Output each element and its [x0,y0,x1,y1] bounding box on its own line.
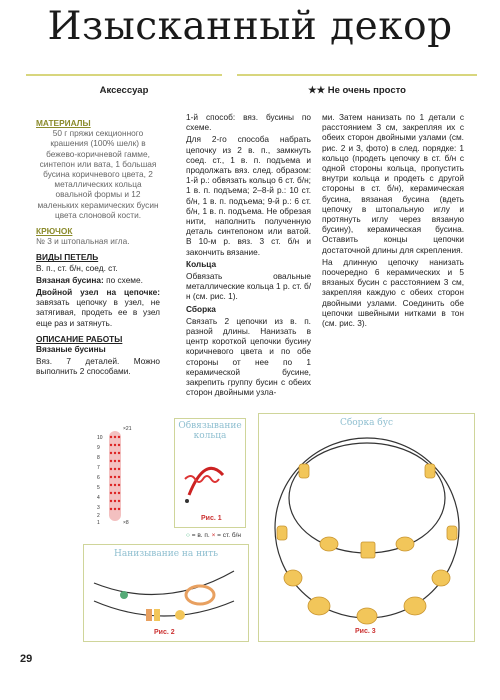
stringing-illustration [84,561,248,631]
knit-bead-line [36,275,160,285]
column-2 [186,112,311,399]
necklace-illustration [259,428,474,628]
page-number: 29 [20,653,33,665]
assembly-continued-text: ми. Затем нанизать по 1 детали с расстоянием 3 см, закрепляя их с обеих сторон двойными узлами (см. рис. 2 и 3, фото) в след. порядке: 1 кольцо (продеть цепочку в ст. б/н с одной стороны кольца, пропустить внутри кольца и продеть с другой стороны в ст. б/н), керамическая бусина, вязаная бусина (вдеть цепочку в штопальную иглу и протянуть иглу через вязаную бусину), керамическая бусина. Оставить концы цепочки достаточной длины для скрепления. [322,112,464,255]
figure-3 [258,413,475,642]
materials-text: 50 г пряжи секционного крашения (100% шелк) в бежево-коричневой гамме, синтепон или вата, 1 большая бусина коричневого цвета, 2 металлических кольца овальной формы и 12 маленьких керамических бусин цвета слоновой кости. [37,128,159,220]
figure-1-legend [186,532,241,539]
chart-row-label: 7 [97,465,100,471]
rings-text: Обвязать овальные металлические кольца 1 р. ст. б/н (см. рис. 1). [186,271,311,302]
bead-chart-graphic [95,425,145,525]
chart-top-label: ×21 [123,426,132,432]
chart-row-label: 9 [97,445,100,451]
figure-3-caption: Рис. 3 [355,628,376,635]
figure-1 [174,418,246,528]
materials-heading: МАТЕРИАЛЫ [36,118,91,128]
double-knot-label: Двойной узел на цепочке: [36,287,160,298]
figure-3-heading: Сборка бус [339,418,394,428]
assembly-text: Связать 2 цепочки из в. п. разной длины. Нанизать в центр короткой цепочки бусину коричневого цвета и по обе стороны от нее по 1 керамической бусине, закрепить группу бусин с обеих сторон двойными узла- [186,315,311,398]
hook-text: № 3 и штопальная игла. [36,236,130,247]
bead-crochet-chart [95,425,145,525]
legend-st: = ст. б/н [217,532,242,539]
figure-1-heading: Обвязывание кольца [178,421,242,441]
chart-row-label: 2 [97,513,100,519]
chart-row-label: 10 [97,435,103,441]
figure-1-caption: Рис. 1 [201,515,222,522]
work-heading: ОПИСАНИЕ РАБОТЫ [36,333,123,344]
chart-row-label: 5 [97,485,100,491]
column-3 [322,112,464,330]
page-title: Изысканный декор [47,4,453,49]
figure-2-caption: Рис. 2 [154,629,175,636]
method1-text: 1-й способ: вяз. бусины по схеме. [186,112,311,133]
knit-bead-label: Вязаная бусина: [36,274,104,285]
chart-row-label: 1 [97,520,100,525]
chart-row-label: 6 [97,475,100,481]
chart-row-label: 8 [97,455,100,461]
method2-text: Для 2-го способа набрать цепочку из 2 в. п., замкнуть соед. ст., 1 в. п. подъема и продолжать вяз. след. образом: 1-й р.: обвязать кольцо 6 ст. б/н; 1 в. п. подъема; 2–8-й р.: 10 ст. б/н, 1 в. п. подъема; 9-й р.: 6 ст. б/н, 1 в. п. подъема. Не обрезая нити, наполнить полученную деталь синтепоном или ватой. В 10-м р. вяз. 3 ст. б/н и закончить вязание. [186,134,311,257]
stitches-text: В. п., ст. б/н, соед. ст. [36,262,118,273]
knit-bead-text: по схеме. [106,274,143,285]
rings-heading: Кольца [186,258,217,269]
difficulty-label: ★★ Не очень просто [237,74,477,101]
chain-symbol-icon: ○ [186,532,190,539]
legend-vp: = в. п. [191,532,210,539]
category-label: Аксессуар [26,74,222,101]
chart-row-label: 3 [97,505,100,511]
long-chain-text: На длинную цепочку нанизать поочередно 6 керамических и 5 вязаных бусин с расстоянием 3 см, закрепляя каждую с обеих сторон двойными узлами. Соединить обе цепочки швейными нитками в тон (см. рис. 3). [322,256,464,329]
column-1 [36,112,160,379]
figure-2 [83,544,249,642]
figure-2-heading: Нанизывание на нить [113,549,218,559]
knit-beads-label: Вязаные бусины [36,344,106,355]
ring-crochet-illustration [175,445,245,525]
double-knot-line [36,287,160,328]
hook-heading: КРЮЧОК [36,226,73,237]
knit-beads-text: Вяз. 7 деталей. Можно выполнить 2 способами. [36,356,160,377]
chart-bottom-label: ×8 [123,520,129,525]
double-knot-text: завязать цепочку в узел, не затягивая, продеть ее в узел еще раз и затянуть. [36,297,160,328]
sc-symbol-icon: × [211,532,216,539]
assembly-heading: Сборка [186,303,216,314]
chart-row-label: 4 [97,495,100,501]
stitches-heading: ВИДЫ ПЕТЕЛЬ [36,252,99,263]
